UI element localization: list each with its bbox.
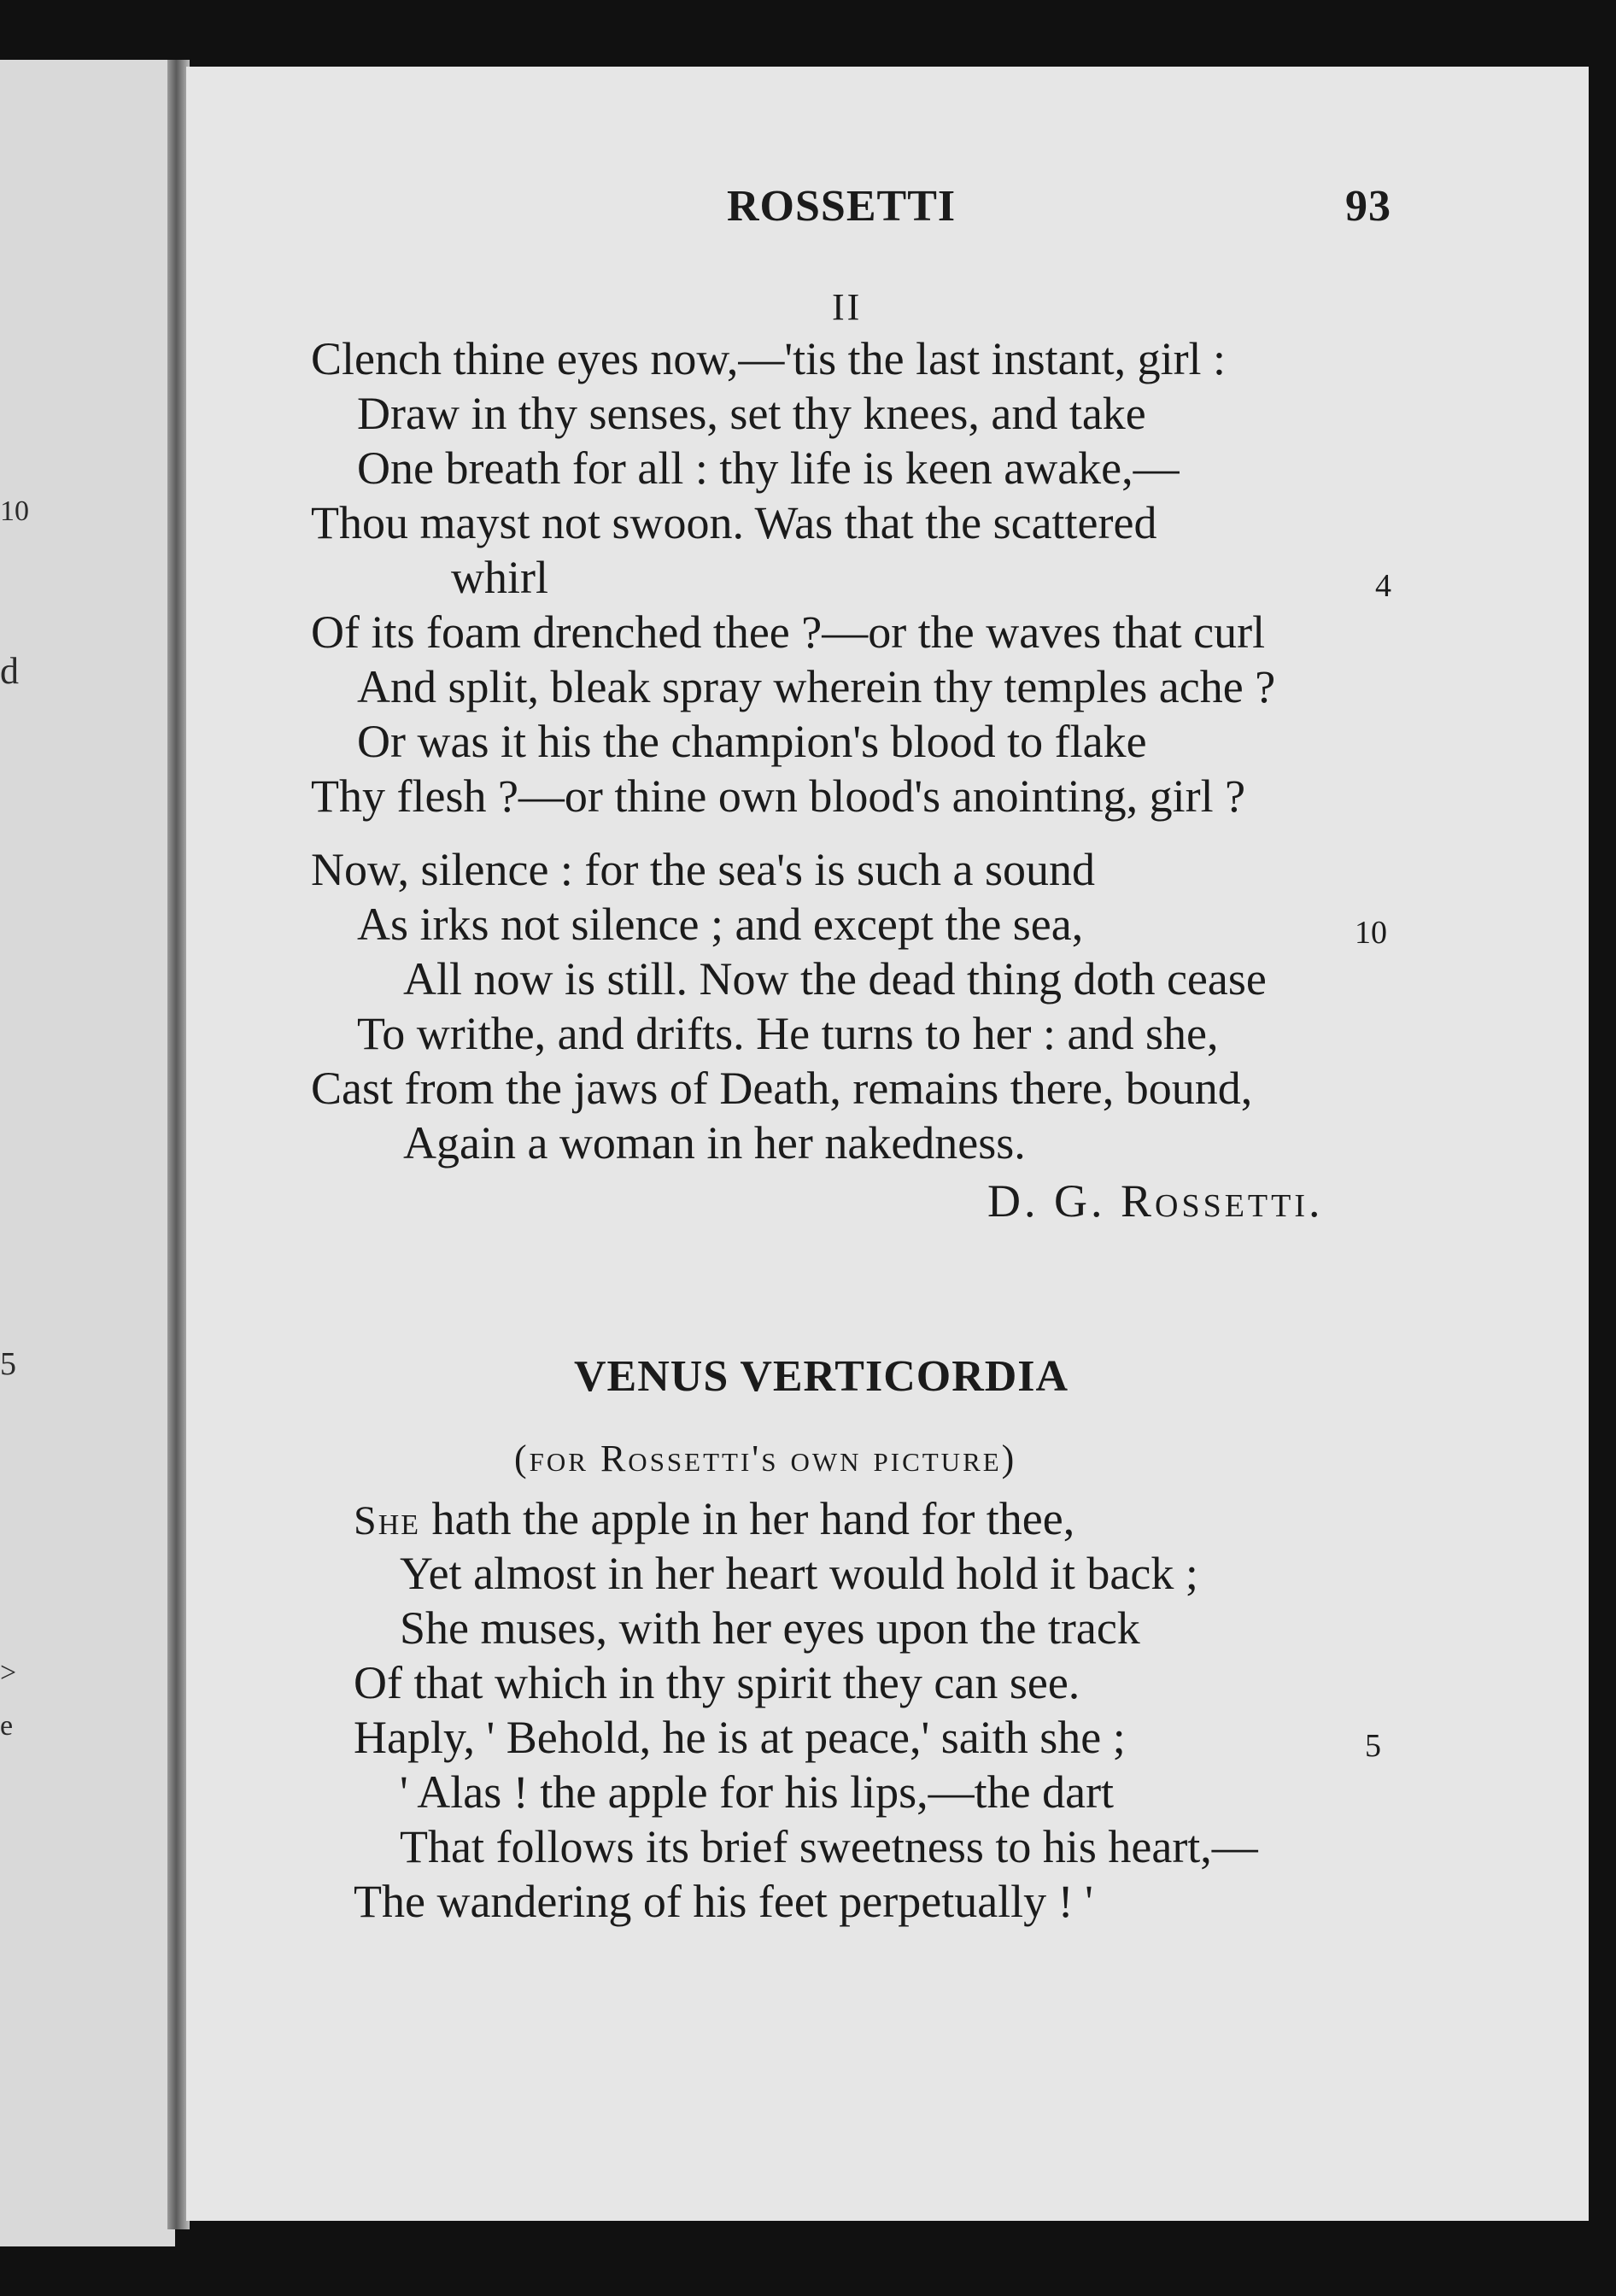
opening-word: She bbox=[354, 1498, 421, 1543]
poem-line: One breath for all : thy life is keen awake,— bbox=[357, 442, 1180, 494]
poem-line: Thou mayst not swoon. Was that the scattered bbox=[311, 497, 1157, 548]
poem-line: Of that which in thy spirit they can see. bbox=[354, 1657, 1080, 1708]
poem-line: The wandering of his feet perpetually ! ' bbox=[354, 1876, 1093, 1927]
poem-subtitle: (for Rossetti's own picture) bbox=[514, 1438, 1017, 1479]
poem-line: Cast from the jaws of Death, remains there, bound, bbox=[311, 1063, 1253, 1114]
book-page bbox=[186, 67, 1589, 2221]
poem-line: Yet almost in her heart would hold it back ; bbox=[400, 1548, 1198, 1599]
previous-page-edge bbox=[0, 60, 175, 2246]
poem-line: Or was it his the champion's blood to flake bbox=[357, 716, 1147, 767]
poem-line: Again a woman in her nakedness. bbox=[403, 1117, 1026, 1168]
prev-page-fragment: d bbox=[0, 650, 19, 692]
author-signature: D. G. Rossetti. bbox=[987, 1175, 1324, 1227]
poem-line: Draw in thy senses, set thy knees, and take bbox=[357, 388, 1146, 439]
line-number: 4 bbox=[1375, 568, 1391, 604]
running-title: ROSSETTI bbox=[727, 182, 957, 231]
prev-page-line-number: 5 bbox=[0, 1346, 16, 1382]
poem-line-continuation: whirl bbox=[451, 552, 548, 603]
poem-line: Of its foam drenched thee ?—or the waves that curl bbox=[311, 606, 1266, 658]
poem-line: ' Alas ! the apple for his lips,—the dart bbox=[400, 1766, 1115, 1818]
page-number: 93 bbox=[1345, 182, 1391, 231]
poem-line: Haply, ' Behold, he is at peace,' saith she ; bbox=[354, 1712, 1126, 1763]
poem-line: Now, silence : for the sea's is such a sound bbox=[311, 844, 1096, 895]
prev-page-fragment: > bbox=[0, 1657, 17, 1689]
opening-line-text: hath the apple in her hand for thee, bbox=[420, 1493, 1075, 1544]
prev-page-line-number: 10 bbox=[0, 495, 29, 527]
line-number: 5 bbox=[1365, 1728, 1381, 1764]
poem-line: That follows its brief sweetness to his heart,— bbox=[400, 1821, 1258, 1872]
poem-line: And split, bleak spray wherein thy temples ache ? bbox=[357, 661, 1276, 712]
line-number: 10 bbox=[1355, 915, 1387, 951]
poem-title: VENUS VERTICORDIA bbox=[574, 1352, 1069, 1401]
section-numeral: II bbox=[832, 286, 863, 328]
poem-line: She muses, with her eyes upon the track bbox=[400, 1602, 1140, 1654]
poem-line: As irks not silence ; and except the sea, bbox=[357, 899, 1084, 950]
poem-line: Thy flesh ?—or thine own blood's anointing, girl ? bbox=[311, 770, 1246, 822]
poem-line: All now is still. Now the dead thing doth cease bbox=[403, 953, 1267, 1004]
poem-line: Clench thine eyes now,—'tis the last instant, girl : bbox=[311, 333, 1227, 384]
prev-page-fragment: e bbox=[0, 1710, 14, 1742]
poem-line bbox=[354, 1491, 1074, 1549]
poem-line: To writhe, and drifts. He turns to her : and she, bbox=[357, 1008, 1219, 1059]
